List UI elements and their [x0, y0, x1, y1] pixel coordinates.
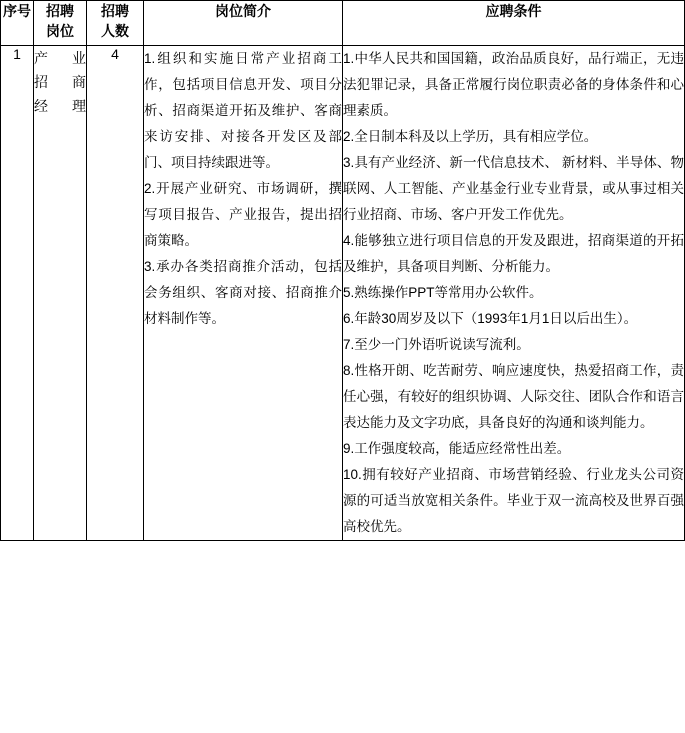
- header-count-line1: 招聘: [101, 3, 129, 19]
- paragraph: 3.承办各类招商推介活动，包括会务组织、客商对接、招商推介材料制作等。: [144, 259, 342, 326]
- table-header: [1, 1, 685, 46]
- cell-post: [34, 46, 87, 541]
- cell-description: [144, 46, 343, 541]
- paragraph: 2.开展产业研究、市场调研，撰写项目报告、产业报告，提出招商策略。: [144, 181, 342, 248]
- paragraph: 10.拥有较好产业招商、市场营销经验、行业龙头公司资源的可适当放宽相关条件。毕业于双一流高校及世界百强高校优先。: [343, 467, 684, 534]
- paragraph: 6.年龄30周岁及以下（1993年1月1日以后出生）。: [343, 311, 638, 326]
- header-post-line2: 岗位: [46, 23, 74, 39]
- paragraph: 5.熟练操作PPT等常用办公软件。: [343, 285, 543, 300]
- paragraph: 7.至少一门外语听说读写流利。: [343, 337, 530, 352]
- paragraph: 1.中华人民共和国国籍，政治品质良好，品行端正，无违法犯罪记录，具备正常履行岗位职责必备的身体条件和心理素质。: [343, 51, 684, 118]
- requirements-list: [343, 46, 684, 540]
- cell-post-line3: 经理: [34, 98, 86, 114]
- cell-requirements: [343, 46, 685, 541]
- table-row: [1, 46, 685, 541]
- cell-count: 4: [87, 46, 144, 541]
- paragraph: 9.工作强度较高，能适应经常性出差。: [343, 441, 571, 456]
- paragraph: 3.具有产业经济、新一代信息技术、 新材料、半导体、物联网、人工智能、产业基金行业专业背景，或从事过相关行业招商、市场、客户开发工作优先。: [343, 155, 684, 222]
- cell-post-line1: 产 业: [34, 50, 86, 66]
- description-list: [144, 46, 342, 332]
- header-count: [87, 1, 144, 46]
- header-description: 岗位简介: [144, 1, 343, 46]
- cell-post-line2: 招 商: [34, 74, 86, 90]
- paragraph: 8.性格开朗、吃苦耐劳、响应速度快，热爱招商工作，责任心强，有较好的组织协调、人际交往、团队合作和语言表达能力及文字功底，具备良好的沟通和谈判能力。: [343, 363, 684, 430]
- header-post-line1: 招聘: [46, 3, 74, 19]
- header-count-line2: 人数: [101, 23, 129, 39]
- paragraph: 1.组织和实施日常产业招商工作，包括项目信息开发、项目分析、招商渠道开拓及维护、客商来访安排、对接各开发区及部门、项目持续跟进等。: [144, 51, 342, 170]
- header-seq: 序号: [1, 1, 34, 46]
- paragraph: 4.能够独立进行项目信息的开发及跟进，招商渠道的开拓及维护，具备项目判断、分析能力。: [343, 233, 684, 274]
- table-body: [1, 46, 685, 541]
- header-post: [34, 1, 87, 46]
- paragraph: 2.全日制本科及以上学历，具有相应学位。: [343, 129, 598, 144]
- cell-seq: 1: [1, 46, 34, 541]
- header-requirements: 应聘条件: [343, 1, 685, 46]
- table-header-row: [1, 1, 685, 46]
